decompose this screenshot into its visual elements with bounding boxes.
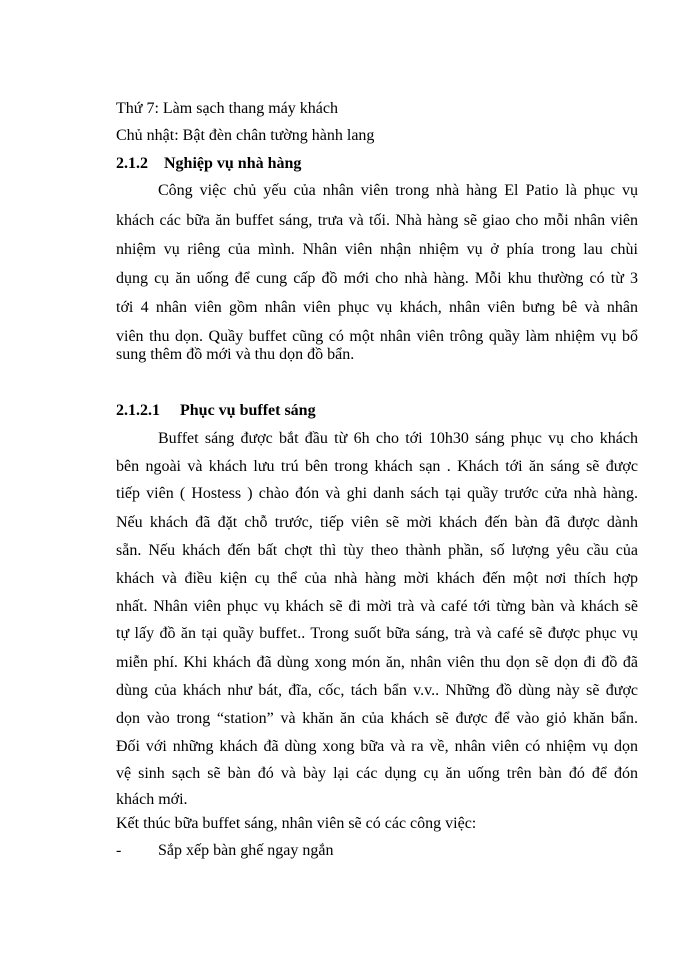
section-title: Nghiệp vụ nhà hàng — [164, 155, 302, 172]
bullet-item — [0, 841, 700, 861]
paragraph-line: dọn vào trong “station” và khăn ăn của khách sẽ được để vào giỏ khăn bẩn. — [116, 710, 638, 727]
section-title: Phục vụ buffet sáng — [180, 402, 316, 419]
paragraph-line: vệ sinh sạch sẽ bàn đó và bày lại các dụng cụ ăn uống trên bàn đó để đón — [116, 765, 638, 782]
paragraph-line: miễn phí. Khi khách đã dùng xong món ăn, nhân viên thu dọn sẽ dọn đi đồ đã — [116, 654, 638, 671]
paragraph-line: sung thêm đồ mới và thu dọn đồ bẩn. — [116, 346, 355, 363]
intro-line-saturday: Thứ 7: Làm sạch thang máy khách — [116, 100, 338, 117]
paragraph-line: tự lấy đồ ăn tại quầy buffet.. Trong suốt bữa sáng, trà và café sẽ được phục vụ — [116, 625, 638, 642]
paragraph-line: khách mới. — [116, 791, 188, 808]
section-number: 2.1.2 — [116, 155, 148, 172]
paragraph-line: tới 4 nhân viên gồm nhân viên phục vụ khách, nhân viên bưng bê và nhân — [116, 299, 638, 316]
paragraph-line: khách các bữa ăn buffet sáng, trưa và tối. Nhà hàng sẽ giao cho mỗi nhân viên — [116, 212, 638, 229]
section-heading-2-1-2-1 — [116, 401, 316, 421]
paragraph-line: Đối với những khách đã dùng xong bữa và ra về, nhân viên có nhiệm vụ dọn — [116, 738, 638, 755]
paragraph-line: khách và điều kiện cụ thể của nhà hàng mời khách đến một nơi thích hợp — [116, 570, 638, 587]
section-number: 2.1.2.1 — [116, 402, 160, 419]
section-heading-2-1-2 — [116, 154, 301, 174]
paragraph-line: dùng của khách như bát, đĩa, cốc, tách bẩn v.v.. Những đồ dùng này sẽ được — [116, 682, 638, 699]
paragraph-line: nhất. Nhân viên phục vụ khách sẽ đi mời trà và café tới từng bàn và khách sẽ — [116, 598, 638, 615]
paragraph-line: sẵn. Nếu khách đến bất chợt thì tùy theo thành phần, số lượng yêu cầu của — [116, 542, 638, 559]
paragraph-line: Nếu khách đã đặt chỗ trước, tiếp viên sẽ mời khách đến bàn đã được dành — [116, 514, 638, 531]
paragraph-line: dụng cụ ăn uống để cung cấp đồ mới cho nhà hàng. Mỗi khu thường có từ 3 — [116, 270, 638, 287]
paragraph-line: viên thu dọn. Quầy buffet cũng có một nhân viên trông quầy làm nhiệm vụ bổ — [116, 328, 638, 345]
closing-line: Kết thúc bữa buffet sáng, nhân viên sẽ có các công việc: — [116, 815, 477, 832]
paragraph-line: tiếp viên ( Hostess ) chào đón và ghi danh sách tại quầy trước cửa nhà hàng. — [116, 485, 638, 502]
paragraph-line: bên ngoài và khách lưu trú bên trong khách sạn . Khách tới ăn sáng sẽ được — [116, 458, 638, 475]
bullet-marker: - — [116, 842, 122, 859]
paragraph-line: Buffet sáng được bắt đầu từ 6h cho tới 10h30 sáng phục vụ cho khách — [158, 430, 638, 447]
intro-line-sunday: Chủ nhật: Bật đèn chân tường hành lang — [116, 127, 375, 144]
paragraph-line: Công việc chủ yếu của nhân viên trong nhà hàng El Patio là phục vụ — [158, 182, 638, 199]
paragraph-line: nhiệm vụ riêng của mình. Nhân viên nhận nhiệm vụ ở phía trong lau chùi — [116, 241, 638, 258]
bullet-text: Sắp xếp bàn ghế ngay ngắn — [158, 842, 334, 859]
